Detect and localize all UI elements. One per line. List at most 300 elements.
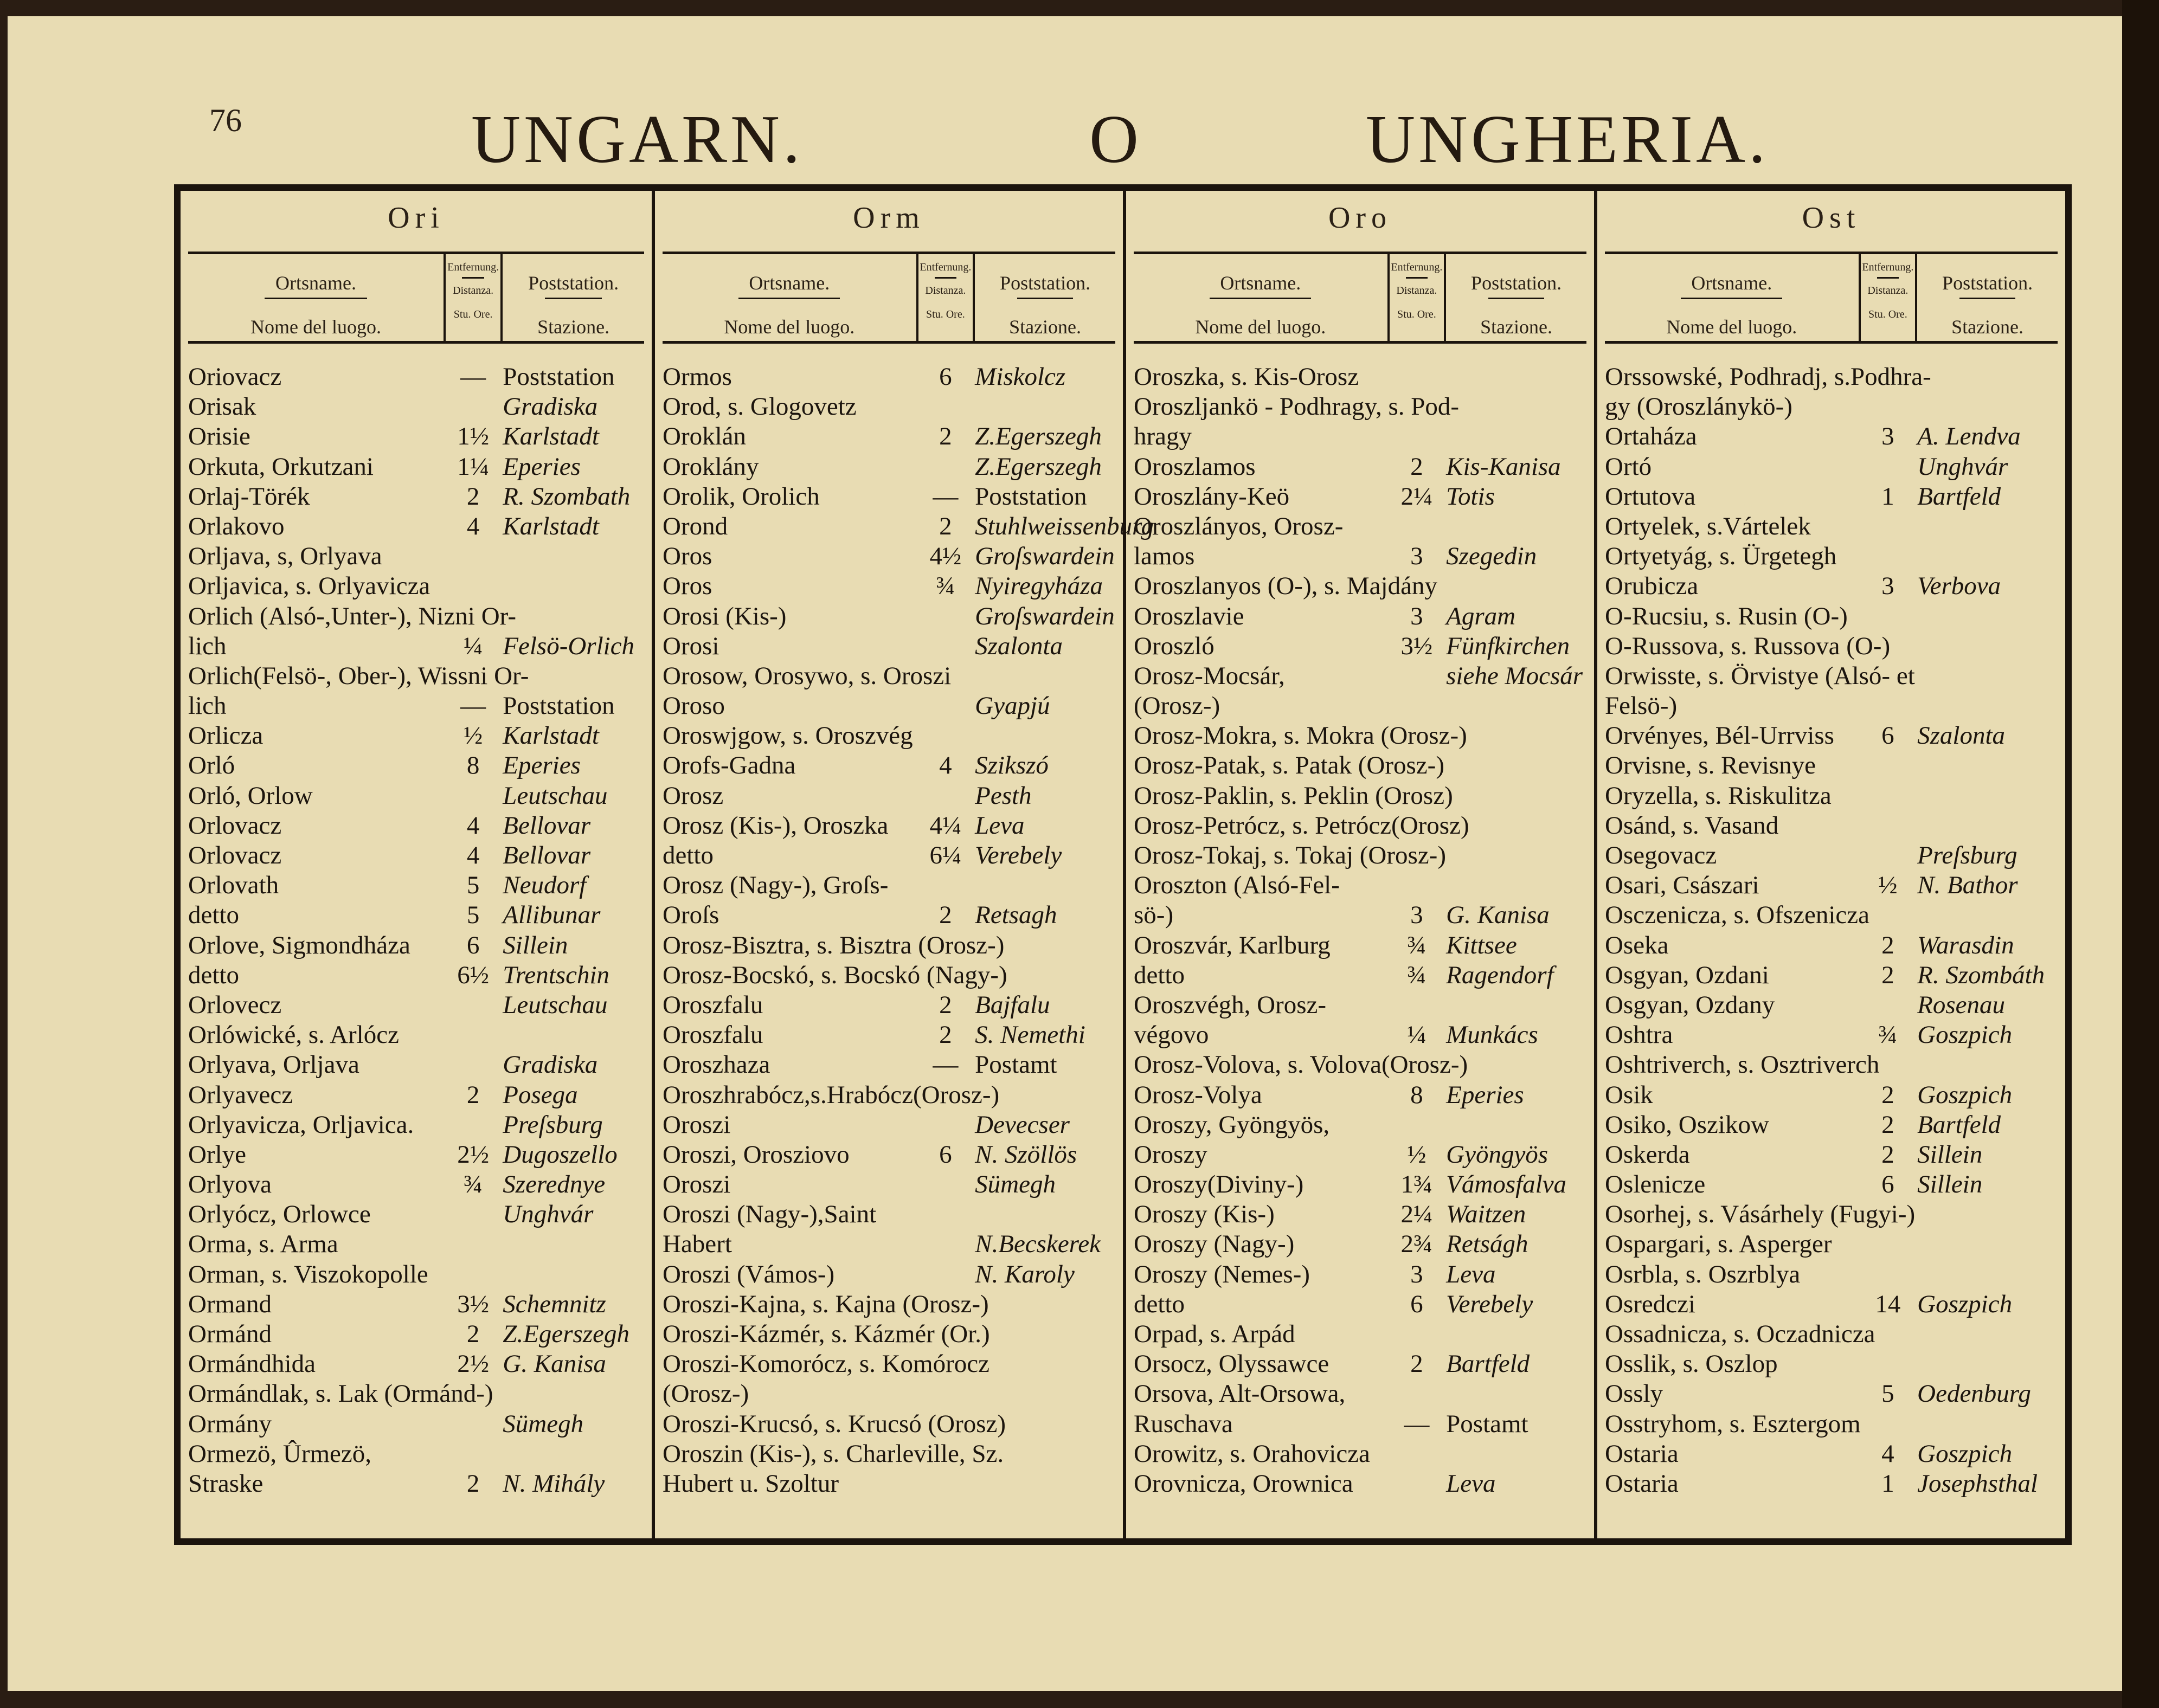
place-name: Orlyava, Orljava: [188, 1050, 359, 1079]
header-post-de: Poststation.: [1942, 272, 2033, 294]
place-name: Ostaria: [1605, 1439, 1679, 1468]
post-station: Kis-Kanisa: [1446, 452, 1561, 481]
entry-row: [188, 602, 644, 631]
entry-row: [1605, 542, 2058, 571]
place-name: Oroszi: [663, 1110, 731, 1139]
place-name: Ortyetyág, s. Ürgetegh: [1605, 542, 1837, 571]
entry-row: [1134, 1260, 1586, 1290]
place-name: Orljava, s, Orlyava: [188, 542, 382, 571]
place-name: Orló: [188, 751, 235, 780]
entry-row: [663, 1319, 1115, 1349]
place-name: Orosz-Bisztra, s. Bisztra (Orosz-): [663, 931, 1005, 959]
entry-row: [188, 1050, 644, 1080]
header-rule: [545, 298, 601, 299]
place-name: Orosz-Volya: [1134, 1080, 1262, 1109]
distance: ½: [463, 721, 483, 750]
distance: ¾: [1407, 931, 1427, 959]
header-name-it: Nome del luogo.: [724, 316, 855, 338]
post-station: Postamt: [975, 1050, 1057, 1079]
post-station: A. Lendva: [1917, 422, 2021, 451]
place-name: Orlovecz: [188, 990, 282, 1019]
distance: 2: [466, 1469, 480, 1498]
post-station: N. Mihály: [503, 1469, 605, 1498]
place-name: Oroszvár, Karlburg: [1134, 931, 1331, 959]
entry-row: [1605, 900, 2058, 930]
entry-row: [663, 1140, 1115, 1170]
place-name: Ossadnicza, s. Oczadnicza: [1605, 1320, 1875, 1348]
entry-row: [188, 1020, 644, 1050]
book-page: [8, 16, 2122, 1691]
place-name: O-Rucsiu, s. Rusin (O-): [1605, 602, 1848, 630]
place-name: Orlich(Felsö-, Ober-), Wissni Or-: [188, 661, 529, 690]
entry-row: [663, 1409, 1115, 1439]
distance: —: [1404, 1409, 1430, 1438]
distance: 3½: [1400, 631, 1433, 660]
place-name: Orosz-Patak, s. Patak (Orosz-): [1134, 751, 1444, 780]
header-post-it: Stazione.: [1009, 316, 1082, 338]
post-station: Waitzen: [1446, 1200, 1526, 1229]
header-name-de: Ortsname.: [1220, 272, 1301, 294]
post-station: Posega: [503, 1080, 578, 1109]
place-name: Oroszin (Kis-), s. Charleville, Sz.: [663, 1439, 1004, 1468]
distance: 1: [1881, 482, 1894, 511]
header-rule: [1681, 298, 1782, 299]
entry-row: [188, 1469, 644, 1499]
post-station: G. Kanisa: [503, 1350, 606, 1378]
entry-row: [663, 542, 1115, 571]
entry-row: [188, 1200, 644, 1229]
entry-row: [188, 362, 644, 392]
post-station: Goszpich: [1917, 1290, 2013, 1318]
distance: 2: [939, 1021, 952, 1049]
place-name: Ruschava: [1134, 1409, 1233, 1438]
header-dist-de: Entfernung.: [1862, 261, 1914, 273]
place-name: Oroszljankö - Podhragy, s. Pod-: [1134, 392, 1460, 421]
place-name: Orosz-Paklin, s. Peklin (Orosz): [1134, 781, 1453, 810]
entry-row: [188, 931, 644, 961]
place-name: Osredczi: [1605, 1290, 1696, 1318]
distance: 2: [1881, 1080, 1894, 1109]
place-name: Orvényes, Bél-Urrviss: [1605, 721, 1834, 750]
distance: 2: [939, 422, 952, 451]
distance: 4: [466, 512, 480, 540]
post-station: Fünfkirchen: [1446, 631, 1570, 660]
entry-row: [188, 900, 644, 930]
place-name: detto: [1134, 961, 1185, 989]
place-name: Orlyavicza, Orljavica.: [188, 1110, 414, 1139]
header-name: [1134, 254, 1387, 341]
place-name: Ostaria: [1605, 1469, 1679, 1498]
entry-row: [1605, 571, 2058, 601]
entry-row: [188, 512, 644, 542]
post-station: Groſswardein: [975, 602, 1115, 630]
post-station: Unghvár: [1917, 452, 2008, 481]
distance: 4: [466, 841, 480, 869]
header-post-it: Stazione.: [537, 316, 610, 338]
entry-row: [188, 781, 644, 811]
place-name: Orlówické, s. Arlócz: [188, 1021, 399, 1049]
place-name: Orofs-Gadna: [663, 751, 796, 780]
place-name: Oroszi-Kázmér, s. Kázmér (Or.): [663, 1320, 990, 1348]
place-name: Orond: [663, 512, 728, 540]
entry-row: [1134, 482, 1586, 512]
header-rule: [1877, 277, 1899, 279]
post-station: Szerednye: [503, 1170, 606, 1199]
post-station: S. Nemethi: [975, 1021, 1085, 1049]
entry-row: [663, 392, 1115, 422]
post-station: Leva: [975, 811, 1025, 840]
entry-row: [663, 571, 1115, 601]
place-name: Oroszlavie: [1134, 602, 1244, 630]
place-name: sö-): [1134, 901, 1174, 930]
place-name: Orwisste, s. Örvistye (Alsó- et: [1605, 661, 1915, 690]
post-station: Retságh: [1446, 1230, 1528, 1259]
distance: 1½: [457, 422, 489, 451]
entry-list: [188, 344, 644, 1499]
post-station: Rosenau: [1917, 990, 2006, 1019]
place-name: Oroszy (Nemes-): [1134, 1260, 1310, 1288]
entry-row: [1605, 1439, 2058, 1469]
place-name: Orosz-Bocskó, s. Bocskó (Nagy-): [663, 961, 1007, 989]
place-name: Oroſs: [663, 901, 719, 930]
post-station: N.Becskerek: [975, 1230, 1101, 1259]
place-name: Oroswjgow, s. Oroszvég: [663, 721, 913, 750]
place-name: Oroszi-Kajna, s. Kajna (Orosz-): [663, 1290, 989, 1318]
place-name: Oroszka, s. Kis-Orosz: [1134, 363, 1359, 391]
entry-row: [188, 542, 644, 571]
entry-row: [663, 961, 1115, 990]
entry-row: [663, 482, 1115, 512]
place-name: Oroszfalu: [663, 1021, 763, 1049]
post-station: N. Szöllös: [975, 1140, 1077, 1169]
post-station: Preſsburg: [503, 1110, 603, 1139]
post-station: Ragendorf: [1446, 961, 1554, 989]
entry-row: [663, 1170, 1115, 1200]
entry-row: [1605, 1170, 2058, 1200]
place-name: Osstryhom, s. Esztergom: [1605, 1409, 1861, 1438]
distance: 3: [1881, 422, 1894, 451]
distance: 4: [466, 811, 480, 840]
entry-row: [663, 1020, 1115, 1050]
post-station: Munkács: [1446, 1021, 1538, 1049]
distance: ¾: [936, 572, 955, 601]
entry-row: [663, 1439, 1115, 1469]
distance: 8: [466, 751, 480, 780]
entry-row: [1605, 422, 2058, 452]
title-german: UNGARN.: [471, 102, 804, 177]
entry-row: [188, 631, 644, 661]
place-name: Ortutova: [1605, 482, 1696, 511]
place-name: Oroklán: [663, 422, 747, 451]
place-name: Orlyavecz: [188, 1080, 293, 1109]
entry-row: [663, 1200, 1115, 1229]
place-name: detto: [663, 841, 714, 869]
distance: 3: [1410, 901, 1423, 930]
entry-row: [1605, 751, 2058, 781]
place-name: Ortó: [1605, 452, 1652, 481]
distance: 2: [939, 512, 952, 540]
post-station: Leutschau: [503, 990, 608, 1019]
place-name: Orosz-Mokra, s. Mokra (Orosz-): [1134, 721, 1467, 750]
place-name: detto: [188, 901, 239, 930]
entry-row: [1134, 900, 1586, 930]
header-post-de: Poststation.: [1471, 272, 1562, 294]
entry-row: [1134, 661, 1586, 691]
entry-row: [1605, 1379, 2058, 1409]
place-name: Oros: [663, 572, 712, 601]
entry-row: [1605, 1260, 2058, 1290]
entry-row: [1134, 542, 1586, 571]
place-name: Oroszlányos, Orosz-: [1134, 512, 1344, 540]
header-dist-units: Stu. Ore.: [926, 308, 965, 320]
entry-row: [1134, 571, 1586, 601]
header-rule: [1488, 298, 1545, 299]
entry-row: [1605, 631, 2058, 661]
header-rule: [935, 277, 956, 279]
entry-row: [1605, 1229, 2058, 1259]
entry-row: [1134, 961, 1586, 990]
place-name: Orisak: [188, 392, 256, 421]
place-name: gy (Oroszlánykö-): [1605, 392, 1792, 421]
distance: ¼: [1407, 1021, 1427, 1049]
place-name: Orvisne, s. Revisnye: [1605, 751, 1816, 780]
entry-row: [1605, 362, 2058, 392]
entry-row: [188, 751, 644, 781]
place-name: Ormány: [188, 1409, 272, 1438]
place-name: Oryzella, s. Riskulitza: [1605, 781, 1832, 810]
post-station: Kittsee: [1446, 931, 1517, 959]
place-name: Oroszlány-Keö: [1134, 482, 1290, 511]
post-station: Gyapjú: [975, 692, 1050, 720]
post-station: Miskolcz: [975, 363, 1066, 391]
place-name: Ortaháza: [1605, 422, 1697, 451]
title-italian: UNGHERIA.: [1366, 102, 1769, 177]
distance: 2¼: [1400, 482, 1433, 511]
column-title: Oro: [1134, 191, 1586, 254]
place-name: Osgyan, Ozdany: [1605, 990, 1775, 1019]
place-name: Orljavica, s. Orlyavicza: [188, 572, 430, 601]
post-station: Neudorf: [503, 871, 587, 900]
place-name: lich: [188, 692, 227, 720]
entry-row: [663, 1379, 1115, 1409]
header-rule: [1959, 298, 2016, 299]
distance: 2: [1881, 1140, 1894, 1169]
entry-row: [1605, 1140, 2058, 1170]
entry-list: [1134, 344, 1586, 1499]
entry-row: [663, 1349, 1115, 1379]
post-station: siehe Mocsár: [1446, 661, 1583, 690]
place-name: Orubicza: [1605, 572, 1699, 601]
distance: 2: [939, 990, 952, 1019]
post-station: Poststation: [503, 363, 615, 391]
entry-row: [1605, 691, 2058, 721]
column-0: [181, 191, 652, 1538]
entry-row: [1605, 1050, 2058, 1080]
place-name: hragy: [1134, 422, 1192, 451]
header-rule: [1210, 298, 1311, 299]
place-name: Osgyan, Ozdani: [1605, 961, 1769, 989]
entry-row: [1134, 602, 1586, 631]
post-station: Devecser: [975, 1110, 1070, 1139]
post-station: Retsagh: [975, 901, 1057, 930]
post-station: Leva: [1446, 1469, 1496, 1498]
place-name: Orosz (Kis-), Oroszka: [663, 811, 889, 840]
entry-row: [188, 1290, 644, 1319]
title-letter: O: [1089, 102, 1142, 177]
entry-row: [188, 1170, 644, 1200]
entry-row: [663, 931, 1115, 961]
place-name: lich: [188, 631, 227, 660]
distance: 6: [1881, 1170, 1894, 1199]
entry-row: [188, 811, 644, 841]
place-name: Orowitz, s. Orahovicza: [1134, 1439, 1370, 1468]
place-name: Ormándlak, s. Lak (Ormánd-): [188, 1380, 493, 1408]
entry-row: [663, 1080, 1115, 1110]
place-name: Oroszy (Kis-): [1134, 1200, 1275, 1229]
post-station: Agram: [1446, 602, 1516, 630]
entry-row: [1605, 871, 2058, 900]
entry-row: [663, 1260, 1115, 1290]
place-name: Ormezö, Ûrmezö,: [188, 1439, 371, 1468]
post-station: Bajfalu: [975, 990, 1050, 1019]
entry-row: [663, 1469, 1115, 1499]
entry-row: [1134, 841, 1586, 871]
place-name: Orosz-Petrócz, s. Petrócz(Orosz): [1134, 811, 1469, 840]
place-name: Osari, Császari: [1605, 871, 1759, 900]
distance: 5: [1881, 1380, 1894, 1408]
distance: 1¾: [1400, 1170, 1433, 1199]
place-name: Orlich (Alsó-,Unter-), Nizni Or-: [188, 602, 517, 630]
post-station: Goszpich: [1917, 1439, 2013, 1468]
post-station: Sillein: [503, 931, 568, 959]
post-station: Stuhlweissenburg: [975, 512, 1154, 540]
place-name: Habert: [663, 1230, 732, 1259]
distance: 6¼: [929, 841, 962, 869]
post-station: Preſsburg: [1917, 841, 2017, 869]
header-rule: [1406, 277, 1428, 279]
place-name: Orlye: [188, 1140, 247, 1169]
place-name: Orosz-Volova, s. Volova(Orosz-): [1134, 1050, 1468, 1079]
header-rule: [265, 298, 367, 299]
place-name: Ossly: [1605, 1380, 1663, 1408]
place-name: Orosz: [663, 781, 724, 810]
place-name: Oroszi, Orosziovo: [663, 1140, 850, 1169]
distance: ¾: [1878, 1021, 1898, 1049]
header-name: [663, 254, 916, 341]
entry-row: [1134, 931, 1586, 961]
entry-row: [1134, 811, 1586, 841]
entry-row: [188, 392, 644, 422]
place-name: Osslik, s. Oszlop: [1605, 1350, 1778, 1378]
entry-row: [188, 1439, 644, 1469]
distance: 2: [1410, 452, 1423, 481]
entry-row: [1134, 1229, 1586, 1259]
entry-row: [188, 1229, 644, 1259]
distance: 6: [466, 931, 480, 959]
post-station: Sümegh: [975, 1170, 1056, 1199]
entry-row: [1134, 1140, 1586, 1170]
page-number: 76: [209, 102, 242, 138]
post-station: Oedenburg: [1917, 1380, 2031, 1408]
distance: —: [933, 1050, 959, 1079]
entry-row: [663, 841, 1115, 871]
entry-row: [1134, 631, 1586, 661]
place-name: Orosz-Tokaj, s. Tokaj (Orosz-): [1134, 841, 1446, 869]
distance: 3½: [457, 1290, 489, 1318]
place-name: Orosow, Orosywo, s. Oroszi: [663, 661, 952, 690]
place-name: Oroszy: [1134, 1140, 1207, 1169]
place-name: Oroszi (Nagy-),Saint: [663, 1200, 877, 1229]
place-name: Oriovacz: [188, 363, 282, 391]
entry-row: [1605, 1409, 2058, 1439]
place-name: Oroszvégh, Orosz-: [1134, 990, 1327, 1019]
post-station: Bartfeld: [1917, 1110, 2001, 1139]
entry-row: [1134, 1379, 1586, 1409]
post-station: Poststation: [975, 482, 1087, 511]
place-name: Orlyócz, Orlowce: [188, 1200, 371, 1229]
post-station: Verbova: [1917, 572, 2001, 601]
header-name-it: Nome del luogo.: [1666, 316, 1797, 338]
place-name: detto: [1134, 1290, 1185, 1318]
entry-row: [1605, 841, 2058, 871]
post-station: Bellovar: [503, 811, 591, 840]
header-distance: [444, 254, 503, 341]
post-station: N. Karoly: [975, 1260, 1075, 1288]
entry-row: [188, 721, 644, 751]
distance: 2: [939, 901, 952, 930]
header-dist-it: Distanza.: [925, 285, 966, 297]
place-name: Oroszfalu: [663, 990, 763, 1019]
place-name: detto: [188, 961, 239, 989]
entry-row: [1605, 1110, 2058, 1140]
post-station: R. Szombath: [503, 482, 631, 511]
place-name: végovo: [1134, 1021, 1209, 1049]
entry-row: [188, 1349, 644, 1379]
distance: 5: [466, 871, 480, 900]
place-name: Oroszy(Diviny-): [1134, 1170, 1304, 1199]
post-station: Z.Egerszegh: [503, 1320, 629, 1348]
entry-row: [1134, 871, 1586, 900]
book-binding: [2122, 0, 2159, 1708]
place-name: (Orosz-): [1134, 692, 1220, 720]
post-station: Szegedin: [1446, 542, 1537, 571]
place-name: Orpad, s. Arpád: [1134, 1320, 1295, 1348]
place-name: Ormand: [188, 1290, 272, 1318]
place-name: Oroso: [663, 692, 725, 720]
entry-row: [663, 512, 1154, 542]
entry-row: [188, 422, 644, 452]
place-name: Orlove, Sigmondháza: [188, 931, 410, 959]
distance: 2: [1881, 931, 1894, 959]
entry-row: [663, 900, 1115, 930]
post-station: R. Szombáth: [1917, 961, 2045, 989]
distance: 8: [1410, 1080, 1423, 1109]
header-post: [503, 254, 644, 341]
entry-row: [1605, 931, 2058, 961]
post-station: Goszpich: [1917, 1080, 2013, 1109]
distance: 2: [1881, 1110, 1894, 1139]
header-name: [188, 254, 444, 341]
entry-row: [663, 631, 1115, 661]
place-name: Ormándhida: [188, 1350, 316, 1378]
place-name: Straske: [188, 1469, 264, 1498]
place-name: Ormánd: [188, 1320, 272, 1348]
post-station: Groſswardein: [975, 542, 1115, 571]
place-name: Orlovath: [188, 871, 279, 900]
place-name: Oroklány: [663, 452, 759, 481]
entry-row: [663, 362, 1115, 392]
place-name: Osiko, Oszikow: [1605, 1110, 1769, 1139]
